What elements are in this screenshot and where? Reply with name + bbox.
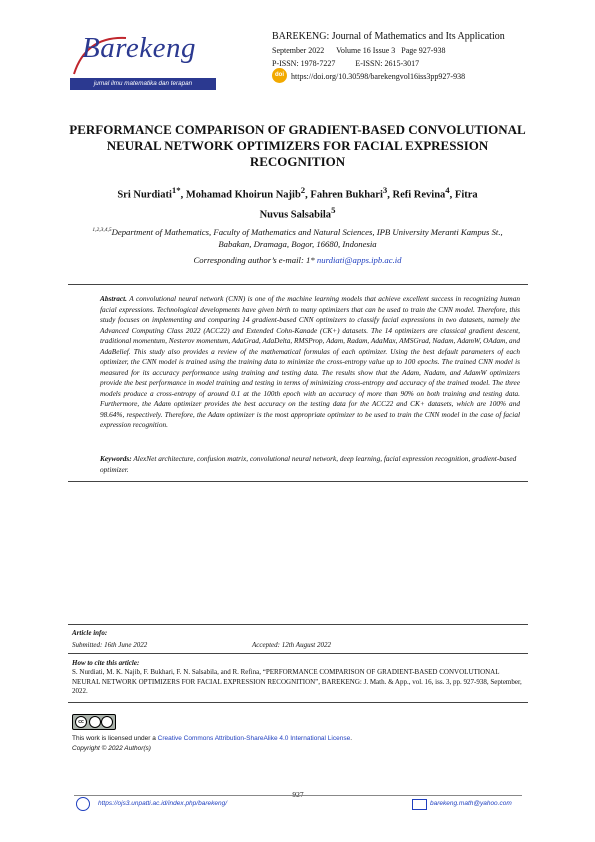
abstract-label: Abstract. [100,294,127,303]
email-label: Corresponding author’s e-mail: 1* [193,255,315,265]
author-list [70,183,525,222]
abstract-top-rule [68,284,528,285]
journal-website-link[interactable]: https://ojs3.unpatti.ac.id/index.php/barekeng/ [98,800,228,807]
doi-link[interactable]: https://doi.org/10.30598/barekengvol16iss3pp927-938 [291,72,466,81]
doi-icon: doi [272,68,287,83]
abstract [100,294,520,431]
article-info-label: Article info: [72,629,108,637]
keywords-label: Keywords: [100,454,132,463]
issue-line: September 2022 Volume 16 Issue 3 Page 927-938 [272,46,446,55]
info-bottom-rule [68,702,528,703]
cite-label: How to cite this article: [72,659,140,667]
license-suffix: . [350,735,353,742]
authors-line-2: Nuvus Salsabila$^5$ [259,204,336,220]
license-link[interactable]: Creative Commons Attribution-ShareAlike 4.0 International License [157,735,351,742]
cc-license-badge[interactable] [72,714,116,730]
affiliation [80,224,515,250]
submitted-date: Submitted: 16th June 2022 [72,641,148,649]
article-title: PERFORMANCE COMPARISON OF GRADIENT-BASED CONVOLUTIONAL NEURAL NETWORK OPTIMIZERS FOR FACIAL EXPRESSION RECOGNITION [69,122,526,169]
email-link[interactable]: nurdiati@apps.ipb.ac.id [316,255,402,265]
page-number: 927 [292,790,304,799]
keywords [100,454,520,475]
cc-icon: cc [75,716,87,728]
info-top-rule [68,624,528,625]
issn-line: P-ISSN: 1978-7227 E-ISSN: 2615-3017 [272,59,420,68]
affiliation-text: Department of Mathematics, Faculty of Mathematics and Natural Sciences, IPB University Meranti Kampus St., Babakan, Dramaga, Bogor, 16680, Indonesia [111,226,503,249]
citation-text: S. Nurdiati, M. K. Najib, F. Bukhari, F. N. Salsabila, and R. Refina, “PERFORMANCE COMPARISON OF GRADIENT-BASED CONVOLUTIONAL NEURAL NETWORK OPTIMIZERS FOR FACIAL EXPRESSION RECOGNITION”, BAREKENG: J. Math. & App., vol. 16, iss. 3, pp. 927-938, September, 2022. [72,668,522,695]
sa-icon [101,716,113,728]
license-prefix: This work is licensed under a [72,735,158,742]
corresponding-email [80,255,515,265]
by-icon [89,716,101,728]
info-mid-rule [68,653,528,654]
affiliation-superscript: 1,2,3,4,5 [92,227,112,233]
authors-line-1: Sri Nurdiati$^{1*}$, Mohamad Khoirun Najib$^2$, Fahren Bukhari$^3$, Refi Revina$^4$, Fitra [117,185,478,201]
logo-tagline: jurnal ilmu matematika dan terapan [70,78,216,90]
copyright: Copyright © 2022 Author(s) [72,745,151,752]
abstract-bottom-rule [68,481,528,482]
accepted-date: Accepted: 12th August 2022 [252,641,331,649]
license-statement [72,735,352,742]
keywords-text: AlexNet architecture, confusion matrix, convolutional neural network, deep learning, facial expression recognition, gradient-based optimizer. [100,454,517,474]
journal-name: BAREKENG: Journal of Mathematics and Its Application [272,31,505,42]
mail-icon [412,799,427,810]
logo-wordmark: Barekeng [82,32,197,64]
footer-rule [74,795,522,796]
abstract-text: A convolutional neural network (CNN) is one of the machine learning models that achieve excellent success in recognizing human facial expressions. Technological developments have given birth to many optimizers that can be used to train the CNN model. Therefore, this study focuses on implementing and comparing 14 gradient-based CNN optimizers to classify facial expressions in two datasets, namely the Advanced Computing Class 2022 (ACC22) and Extended Cohn-Kanade (CK+) datasets. The 14 optimizers are classical gradient descent, traditional momentum, Nesterov momentum, AdaGrad, AdaDelta, RMSProp, Adam, Radam, AdaMax, AMSGrad, Nadam, AdamW, OAdam, and AdaBelief. This study also provides a review of the mathematical formulas of each optimizer. Using the best default parameters of each optimizer, the CNN model is trained using the training data to minimize the cross-entropy value up to 100 epochs. The trained CNN model is measured for its accuracy performance using training and testing data. The results show that the Adam, Nadam, and AdamW optimizers provide the best performance in model training and testing in terms of minimizing cross-entropy and accuracy of the trained model. The three models produce a cross-entropy of around 0.1 at the 100th epoch with an accuracy of more than 90% on both training and testing data. Furthermore, the Adam optimizer provides the best accuracy on the testing data for the ACC22 and CK+ datasets, which are 100% and 98.64%, respectively. Therefore, the Adam optimizer is the most appropriate optimizer to be used to train the CNN model in the case of facial expression recognition. [100,294,520,429]
globe-icon [76,797,90,811]
journal-email-link[interactable]: barekeng.math@yahoo.com [430,800,512,807]
